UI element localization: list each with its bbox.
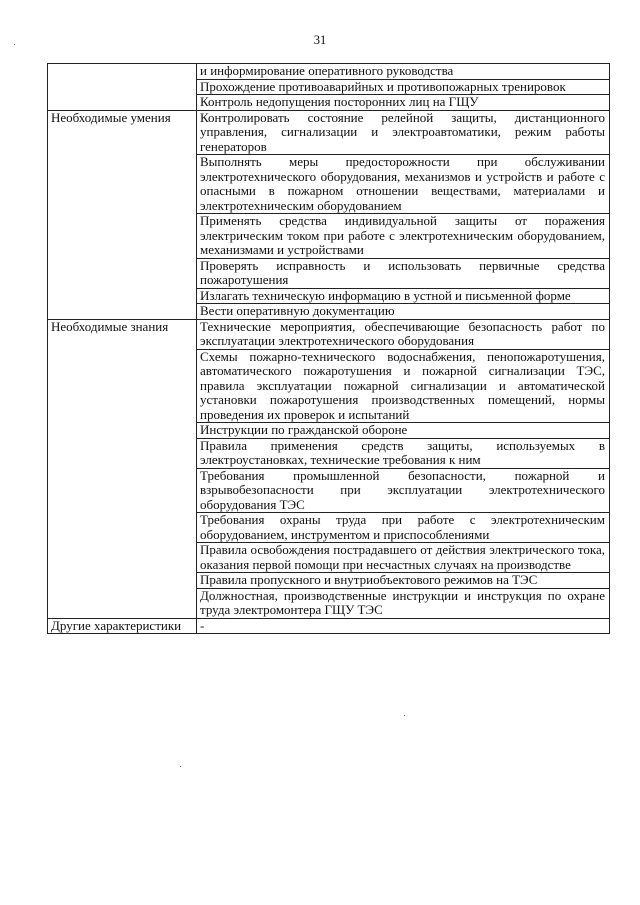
requirement-cell: Инструкции по гражданской обороне bbox=[197, 423, 610, 439]
requirements-table bbox=[47, 63, 610, 634]
requirement-cell: Применять средства индивидуальной защиты от поражения электрическим током при работе с электротехническим оборудованием, механизмами и устройствами bbox=[197, 214, 610, 259]
requirement-cell: Излагать техническую информацию в устной и письменной форме bbox=[197, 288, 610, 304]
requirement-cell: и информирование оперативного руководства bbox=[197, 64, 610, 80]
scan-speck bbox=[14, 44, 15, 45]
table-row bbox=[48, 110, 610, 155]
table-row bbox=[48, 64, 610, 80]
scan-speck bbox=[404, 715, 405, 716]
requirement-cell: Контролировать состояние релейной защиты, дистанционного управления, сигнализации и электроавтоматики, режим работы генераторов bbox=[197, 110, 610, 155]
requirement-cell: Схемы пожарно-технического водоснабжения, пенопожаротушения, автоматического пожаротушения и пожарной сигнализации ТЭС, правила эксплуатации пожарной сигнализации и автоматической установки пожаротушения производственных помещений, нормы проведения их проверок и испытаний bbox=[197, 349, 610, 423]
requirement-cell: Правила пропускного и внутриобъектового режимов на ТЭС bbox=[197, 573, 610, 589]
requirement-cell: Проверять исправность и использовать первичные средства пожаротушения bbox=[197, 258, 610, 288]
requirement-cell: Должностная, производственные инструкции и инструкция по охране труда электромонтера ГЩУ ТЭС bbox=[197, 588, 610, 618]
requirement-cell: Контроль недопущения посторонних лиц на ГЩУ bbox=[197, 95, 610, 111]
page-number: 31 bbox=[313, 33, 327, 47]
category-cell: Необходимые знания bbox=[48, 319, 197, 618]
requirement-cell: Правила применения средств защиты, используемых в электроустановках, технические требования к ним bbox=[197, 438, 610, 468]
requirement-cell: Правила освобождения пострадавшего от действия электрического тока, оказания первой помощи при несчастных случаях на производстве bbox=[197, 543, 610, 573]
table-row bbox=[48, 618, 610, 634]
scan-speck bbox=[180, 766, 181, 767]
requirement-cell: Требования промышленной безопасности, пожарной и взрывобезопасности при эксплуатации электротехнического оборудования ТЭС bbox=[197, 468, 610, 513]
requirement-cell: Вести оперативную документацию bbox=[197, 304, 610, 320]
requirement-cell: Технические мероприятия, обеспечивающие безопасность работ по эксплуатации электротехнического оборудования bbox=[197, 319, 610, 349]
category-cell bbox=[48, 64, 197, 111]
table-row bbox=[48, 319, 610, 349]
category-cell: Другие характеристики bbox=[48, 618, 197, 634]
requirement-cell: - bbox=[197, 618, 610, 634]
requirement-cell: Требования охраны труда при работе с электротехническим оборудованием, инструментом и приспособлениями bbox=[197, 513, 610, 543]
requirement-cell: Прохождение противоаварийных и противопожарных тренировок bbox=[197, 79, 610, 95]
category-cell: Необходимые умения bbox=[48, 110, 197, 319]
requirement-cell: Выполнять меры предосторожности при обслуживании электротехнического оборудования, механизмов и устройств и работе с опасными в пожарном отношении веществами, материалами и электротехническим оборудованием bbox=[197, 155, 610, 214]
